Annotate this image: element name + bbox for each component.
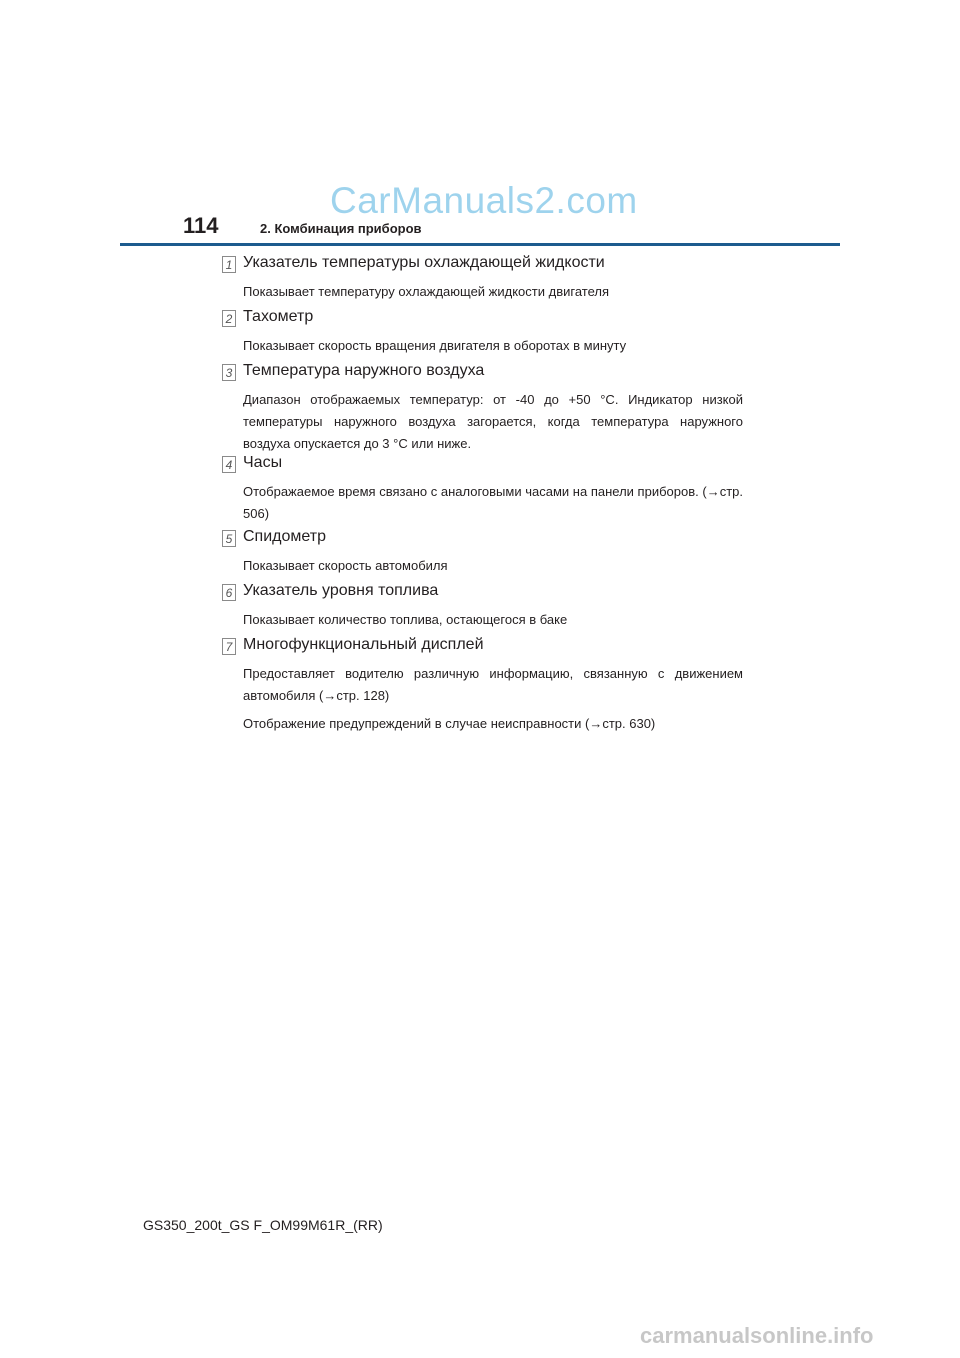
number-badge-icon — [222, 530, 236, 547]
number-badge-icon — [222, 456, 236, 473]
site-watermark: carmanualsonline.info — [640, 1323, 874, 1348]
number-badge-icon — [222, 310, 236, 327]
item-paragraph: Показывает скорость вращения двигателя в оборотах в минуту — [243, 338, 627, 353]
item-paragraph: Отображаемое время связано с аналоговыми часами на панели приборов. (→стр. 506) — [243, 484, 743, 521]
svg-text:7: 7 — [225, 640, 233, 654]
item-title: Температура наружного воздуха — [243, 362, 485, 379]
svg-text:4: 4 — [225, 458, 233, 472]
page-number: 114 — [183, 213, 219, 238]
item-title: Часы — [243, 454, 283, 471]
header-divider — [120, 243, 840, 246]
item-paragraph: Показывает количество топлива, остающегося в баке — [243, 612, 568, 627]
item-paragraph: Предоставляет водителю различную информацию, связанную с движением автомобиля (→стр. 128) — [243, 666, 743, 703]
item-title: Многофункциональный дисплей — [243, 636, 484, 653]
item-title: Тахометр — [243, 308, 314, 325]
item-title: Спидометр — [243, 528, 326, 545]
item-paragraph: Показывает скорость автомобиля — [243, 558, 448, 573]
item-paragraph: Отображение предупреждений в случае неисправности (→стр. 630) — [243, 716, 656, 731]
number-badge-icon — [222, 638, 236, 655]
item-paragraph: Диапазон отображаемых температур: от -40 до +50 °C. Индикатор низкой температуры наружного воздуха загорается, когда температура наружного воздуха опускается до 3 °C или ниже. — [243, 392, 743, 451]
item-body — [243, 555, 743, 583]
section-title: 2. Комбинация приборов — [260, 221, 422, 236]
item-title: Указатель температуры охлаждающей жидкости — [243, 254, 605, 271]
item-paragraph: Показывает температуру охлаждающей жидкости двигателя — [243, 284, 609, 299]
svg-text:6: 6 — [225, 586, 233, 600]
item-body — [243, 389, 743, 461]
number-badge-icon — [222, 584, 236, 601]
carmanuals-watermark: CarManuals2.com — [330, 180, 638, 221]
item-title: Указатель уровня топлива — [243, 582, 439, 599]
item-body — [243, 281, 743, 309]
svg-text:3: 3 — [225, 366, 233, 380]
number-badge-icon — [222, 364, 236, 381]
item-body — [243, 663, 743, 741]
svg-text:5: 5 — [225, 532, 233, 546]
svg-text:1: 1 — [225, 258, 233, 272]
item-body — [243, 609, 743, 637]
document-code: GS350_200t_GS F_OM99M61R_(RR) — [143, 1217, 383, 1233]
item-body — [243, 481, 743, 531]
number-badge-icon — [222, 256, 236, 273]
svg-text:2: 2 — [225, 312, 233, 326]
item-body — [243, 335, 743, 363]
